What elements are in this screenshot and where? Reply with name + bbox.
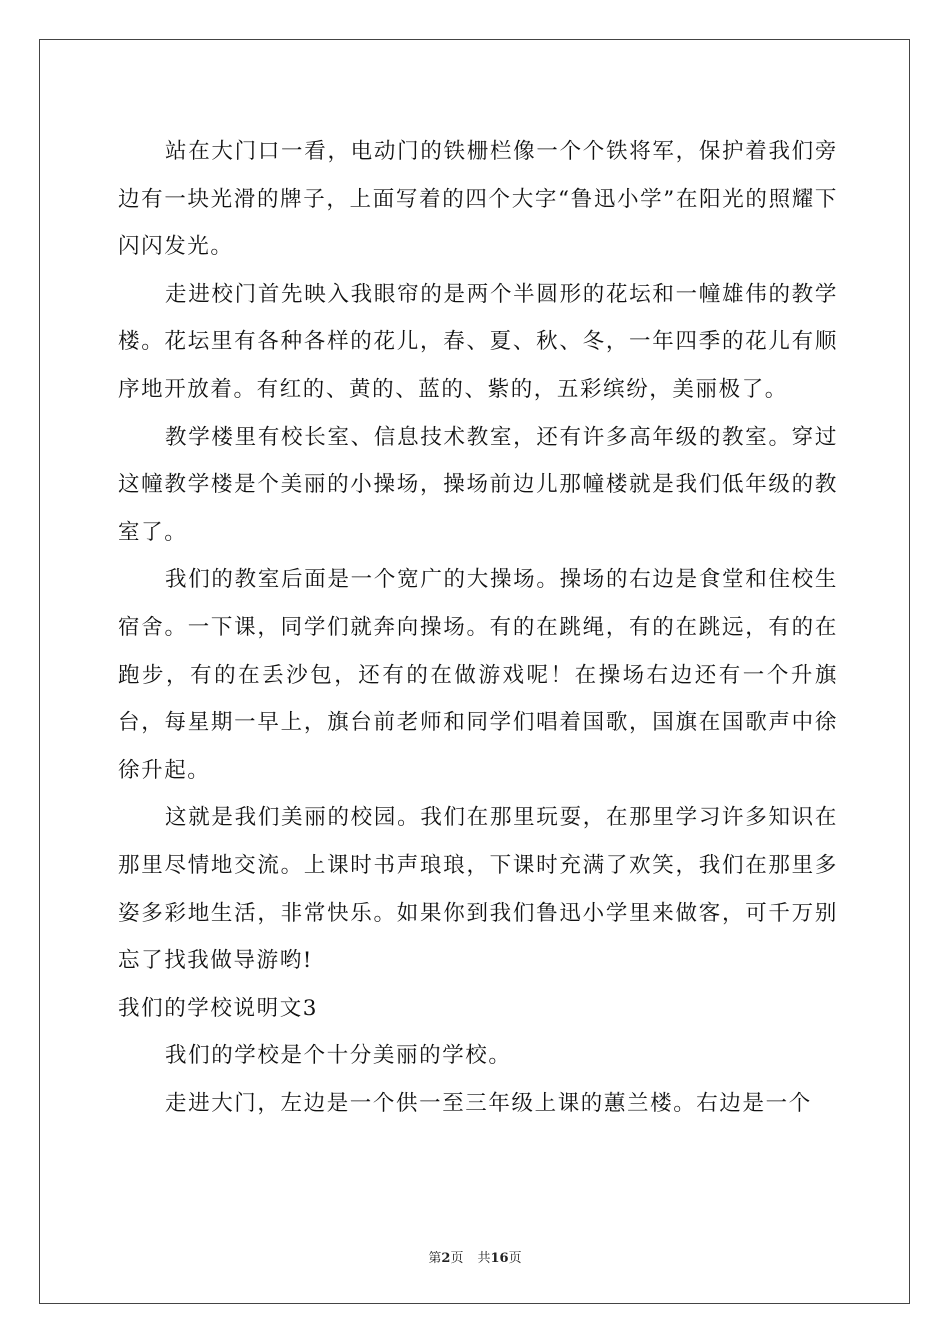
- paragraph-1: 站在大门口一看，电动门的铁栅栏像一个个铁将军，保护着我们旁边有一块光滑的牌子，上面写着的四个大字“鲁迅小学”在阳光的照耀下闪闪发光。: [118, 139, 838, 260]
- footer-total-suffix: 页: [508, 1251, 522, 1266]
- footer-page-suffix: 页: [450, 1251, 464, 1266]
- page-footer: [0, 1247, 950, 1266]
- paragraph-3: 教学楼里有校长室、信息技术教室，还有许多高年级的教室。穿过这幢教学楼是个美丽的小操场，操场前边儿那幢楼就是我们低年级的教室了。: [118, 424, 838, 545]
- paragraph-6: 我们的学校是个十分美丽的学校。: [165, 1043, 512, 1069]
- paragraph-4: 我们的教室后面是一个宽广的大操场。操场的右边是食堂和住校生宿舍。一下课，同学们就奔向操场。有的在跳绳，有的在跳远，有的在跑步，有的在丢沙包，还有的在做游戏呢！在操场右边还有一个升旗台，每星期一早上，旗台前老师和同学们唱着国歌，国旗在国歌声中徐徐升起。: [118, 567, 838, 783]
- paragraph-2: 走进校门首先映入我眼帘的是两个半圆形的花坛和一幢雄伟的教学楼。花坛里有各种各样的花儿，春、夏、秋、冬，一年四季的花儿有顺序地开放着。有红的、黄的、蓝的、紫的，五彩缤纷，美丽极了。: [118, 281, 838, 402]
- footer-total-pages: 16: [490, 1251, 509, 1266]
- document-body: [118, 128, 838, 1127]
- footer-page-number: 2: [441, 1251, 451, 1266]
- section-heading: 我们的学校说明文3: [118, 995, 319, 1021]
- footer-total-prefix: 共: [477, 1251, 491, 1266]
- paragraph-5: 这就是我们美丽的校园。我们在那里玩耍，在那里学习许多知识在那里尽情地交流。上课时书声琅琅，下课时充满了欢笑，我们在那里多姿多彩地生活，非常快乐。如果你到我们鲁迅小学里来做客，可千万别忘了找我做导游哟!: [118, 805, 838, 974]
- paragraph-7: 走进大门，左边是一个供一至三年级上课的蕙兰楼。右边是一个: [165, 1090, 812, 1116]
- footer-page-prefix: 第: [428, 1251, 442, 1266]
